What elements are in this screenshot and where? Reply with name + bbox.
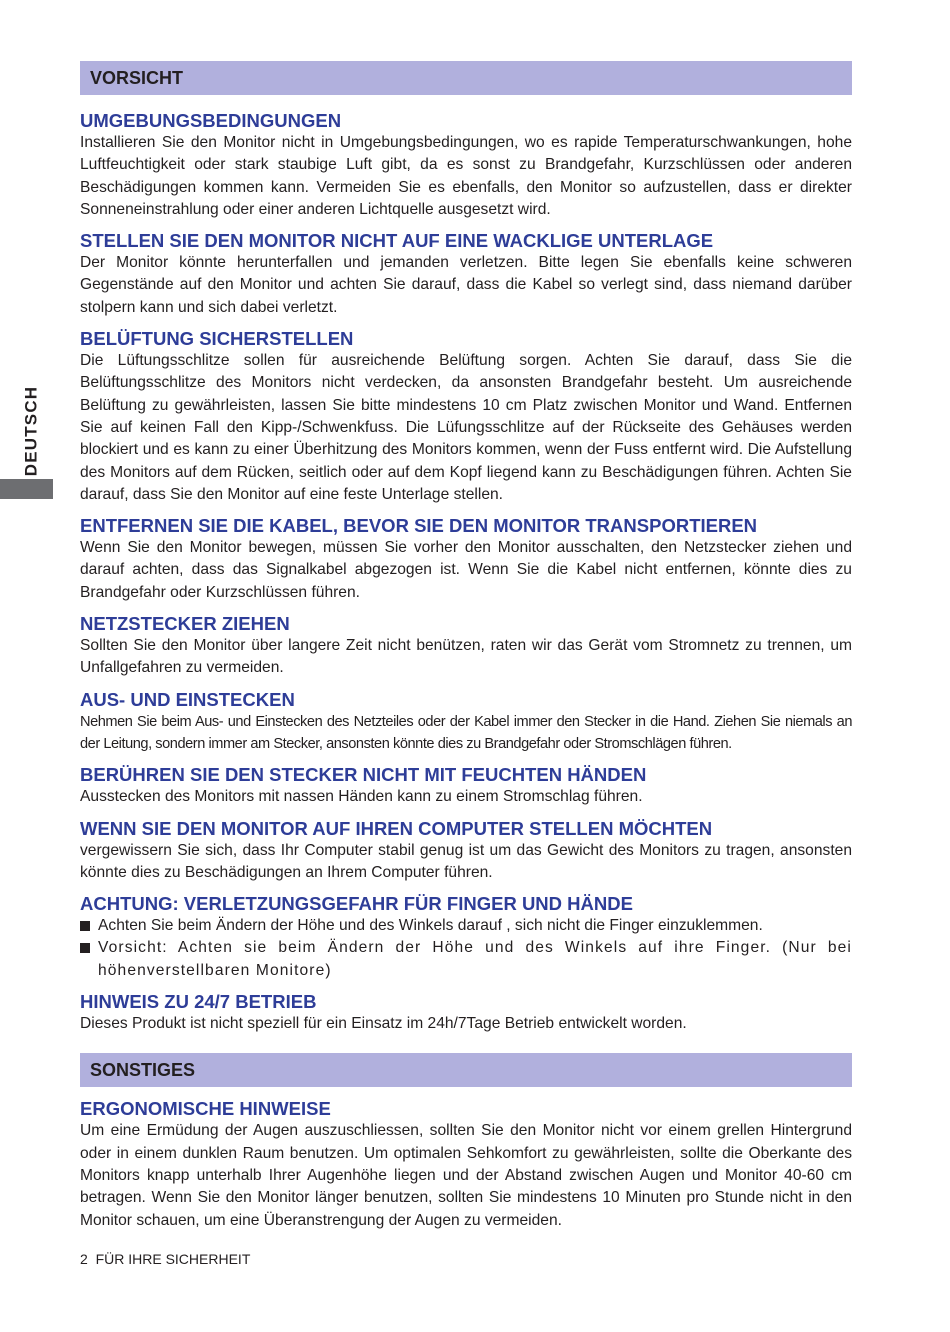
section-text: Ausstecken des Monitors mit nassen Händen kann zu einem Stromschlag führen. [80,788,643,806]
banner-title: VORSICHT [90,67,184,88]
section-text: Die Lüftungsschlitze sollen für ausreichende Belüftung sorgen. Achten Sie darauf, dass Sie die Belüftungsschlitze des Monitors nicht verdecken, da ansonsten Brandgefahr besteht. Um ausreichende Belüftung zu gewährleisten, lassen Sie bitte mindestens 10 cm Platz zwischen Monitor und Wand. Entfernen Sie auf keinen Fall den Kipp-/Schwenkfuss. Die Lüfungsschlitze auf der Rückseite des Gehäuses werden blockiert und es kann zu einer Überhitzung des Monitors kommen, wenn der Fuss entfernt wird. Die Aufstellung des Monitors auf dem Rücken, seitlich oder auf dem Kopf liegend kann zu Beschädigungen führen. Achten Sie darauf, dass Sie den Monitor auf eine feste Unterlage stellen. [80,352,852,503]
section-text: Nehmen Sie beim Aus- und Einstecken des Netzteiles oder der Kabel immer den Stecker in die Hand. Ziehen Sie niemals an der Leitung, sondern immer am Stecker, ansonsten könnte dies zu Brandgefahr oder Stromschlägen führen. [80,713,852,752]
safety-section [80,514,852,604]
section-heading: ENTFERNEN SIE DIE KABEL, BEVOR SIE DEN MONITOR TRANSPORTIEREN [80,515,758,537]
safety-section [80,229,852,319]
section-heading: STELLEN SIE DEN MONITOR NICHT AUF EINE WACKLIGE UNTERLAGE [80,230,714,252]
section-banner-sonstiges [80,1053,852,1087]
language-tab-label [14,385,48,477]
section-text: Installieren Sie den Monitor nicht in Umgebungsbedingungen, wo es rapide Temperaturschwankungen, hohe Luftfeuchtigkeit oder stark staubige Luft gibt, da es sonst zu Brandgefahr, Kurzschlüssen oder anderen Beschädigungen kommen kann. Vermeiden Sie es ebenfalls, den Monitor so aufzustellen, dass er direkter Sonneneinstrahlung oder einer anderen Lichtquelle ausgesetzt wird. [80,134,852,218]
section-heading: WENN SIE DEN MONITOR AUF IHREN COMPUTER STELLEN MÖCHTEN [80,817,713,839]
section-heading: AUS- UND EINSTECKEN [80,688,295,710]
section-heading: HINWEIS ZU 24/7 BETRIEB [80,991,317,1013]
square-bullet-icon [80,937,98,982]
section-heading: BELÜFTUNG SICHERSTELLEN [80,328,354,350]
page-footer [80,1251,250,1267]
page-content [80,61,852,1240]
safety-section [80,612,852,680]
language-label: DEUTSCH [21,385,41,477]
safety-section [80,892,852,982]
section-text: Dieses Produkt ist nicht speziell für ein Einsatz im 24h/7Tage Betrieb entwickelt worden. [80,1015,687,1033]
banner-title: SONSTIGES [90,1059,196,1080]
safety-section [80,763,852,808]
section-heading: BERÜHREN SIE DEN STECKER NICHT MIT FEUCHTEN HÄNDEN [80,764,647,786]
section-text: Um eine Ermüdung der Augen auszuschliessen, sollten Sie den Monitor nicht vor einem grellen Hintergrund oder in einem dunklen Raum benutzen. Um optimalen Sehkomfort zu gewährleisten, sollte die Oberkante des Monitors knapp unterhalb Ihrer Augenhöhe liegen und der Abstand zwischen Augen und Monitor 40-60 cm betragen. Wenn Sie den Monitor länger benutzen, sollten Sie mindestens 10 Minuten pro Stunde nicht in den Monitor schauen, um eine Überanstrengung der Augen zu vermeiden. [80,1122,852,1229]
section-text: Sollten Sie den Monitor über langere Zeit nicht benützen, raten wir das Gerät vom Stromnetz zu trennen, um Unfallgefahren zu vermeiden. [80,637,852,677]
safety-section [80,817,852,885]
safety-section [80,688,852,756]
page-number: 2 [80,1251,88,1267]
bullet-text: Vorsicht: Achten sie beim Ändern der Höhe und des Winkels auf ihre Finger. (Nur bei höhenverstellbaren Monitore) [98,939,852,979]
language-tab-marker [0,479,53,499]
square-bullet-icon [80,915,98,937]
section-text: Wenn Sie den Monitor bewegen, müssen Sie vorher den Monitor ausschalten, den Netzstecker ziehen und darauf achten, dass das Signalkabel abgezogen ist. Wenn Sie die Kabel nicht entfernen, könnte dies zu Brandgefahr oder Kurzschlüssen führen. [80,539,852,601]
ergonomics-section [80,1097,852,1231]
section-heading: UMGEBUNGSBEDINGUNGEN [80,110,342,131]
section-text: vergewissern Sie sich, dass Ihr Computer stabil genug ist um das Gewicht des Monitors zu tragen, ansonsten könnte dies zu Beschädigungen an Ihrem Computer führen. [80,841,852,881]
bullet-text: Achten Sie beim Ändern der Höhe und des Winkels darauf , sich nicht die Finger einzuklemmen. [98,917,763,935]
safety-section [80,327,852,506]
section-heading: ACHTUNG: VERLETZUNGSGEFAHR FÜR FINGER UND HÄNDE [80,893,633,915]
safety-section [80,990,852,1035]
section-heading: NETZSTECKER ZIEHEN [80,613,290,635]
section-banner-vorsicht [80,61,852,95]
safety-section [80,109,852,221]
section-text: Der Monitor könnte herunterfallen und jemanden verletzen. Bitte legen Sie ebenfalls keine schweren Gegenstände auf den Monitor und achten Sie darauf, dass die Kabel so verlegt sind, dass niemand darüber stolpern kann und sich dabei verletzt. [80,254,852,316]
footer-title: FÜR IHRE SICHERHEIT [95,1251,251,1267]
bullet-item [80,915,852,937]
bullet-item [80,937,852,982]
section-heading: ERGONOMISCHE HINWEISE [80,1098,331,1120]
